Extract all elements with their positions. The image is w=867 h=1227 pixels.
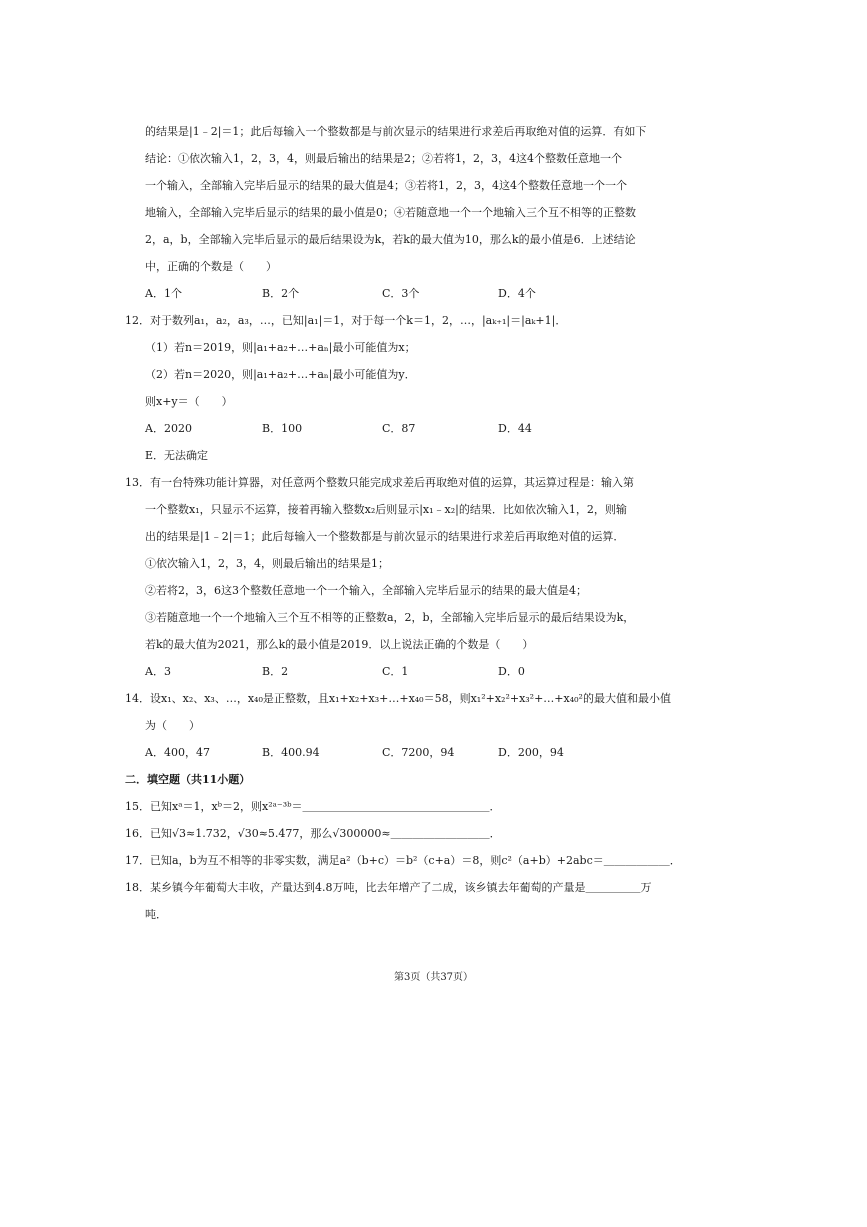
- q13-option-a: A．3: [145, 665, 171, 678]
- q12-ask: 则x+y＝（ ）: [145, 395, 233, 408]
- q13-option-c: C．1: [382, 665, 409, 678]
- q13-statement-1: ①依次输入1，2，3，4，则最后输出的结果是1；: [145, 557, 389, 570]
- q13-option-d: D．0: [498, 665, 525, 678]
- q12-part-2: （2）若n＝2020，则|a₁+a₂+…+aₙ|最小可能值为y．: [145, 368, 416, 381]
- q14-option-c: C．7200，94: [382, 746, 455, 759]
- q11-option-c: C．3个: [382, 287, 420, 300]
- q13-line-3: 出的结果是|1﹣2|＝1；此后每输入一个整数都是与前次显示的结果进行求差后再取绝对值的运算．: [145, 530, 625, 543]
- q11-line-2: 结论：①依次输入1，2，3，4，则最后输出的结果是2；②若将1，2，3，4这4个整数任意地一个: [145, 152, 622, 165]
- q11-option-b: B．2个: [262, 287, 300, 300]
- q12-option-c: C．87: [382, 422, 416, 435]
- q11-line-5: 2，a，b，全部输入完毕后显示的最后结果设为k，若k的最大值为10，那么k的最小值是6．上述结论: [145, 233, 636, 246]
- q14-stem: 14．设x₁、x₂、x₃、…，x₄₀是正整数，且x₁+x₂+x₃+…+x₄₀＝58，则x₁²+x₂²+x₃²+…+x₄₀²的最大值和最小值: [125, 692, 671, 705]
- q13-option-b: B．2: [262, 665, 289, 678]
- section-title: 二．填空题（共11小题）: [125, 773, 251, 786]
- q13-statement-3-cont: 若k的最大值为2021，那么k的最小值是2019．以上说法正确的个数是（ ）: [145, 638, 534, 651]
- q12-part-1: （1）若n＝2019，则|a₁+a₂+…+aₙ|最小可能值为x；: [145, 341, 416, 354]
- q11-option-a: A．1个: [145, 287, 182, 300]
- q15: 15．已知xᵃ＝1，xᵇ＝2，则x²ᵃ⁻³ᵇ＝＿＿＿＿＿＿＿＿＿＿＿＿＿＿＿＿＿．: [125, 800, 501, 813]
- page-footer: 第3页（共37页）: [393, 972, 474, 983]
- q14-option-b: B．400.94: [262, 746, 320, 759]
- q13-statement-3: ③若随意地一个一个地输入三个互不相等的正整数a，2，b，全部输入完毕后显示的最后结果设为k，: [145, 611, 635, 624]
- q11-line-3: 一个输入，全部输入完毕后显示的结果的最大值是4；③若将1，2，3，4这4个整数任意地一个一个: [145, 179, 627, 192]
- q13-line-2: 一个整数x₁，只显示不运算，接着再输入整数x₂后则显示|x₁﹣x₂|的结果．比如依次输入1，2，则输: [145, 503, 627, 516]
- q12-option-d: D．44: [498, 422, 532, 435]
- q12-option-a: A．2020: [145, 422, 192, 435]
- q18-line-1: 18．某乡镇今年葡萄大丰收，产量达到4.8万吨，比去年增产了二成，该乡镇去年葡萄的产量是＿＿＿＿＿万: [125, 881, 652, 894]
- q11-option-d: D．4个: [498, 287, 536, 300]
- q11-line-1: 的结果是|1﹣2|＝1；此后每输入一个整数都是与前次显示的结果进行求差后再取绝对值的运算．有如下: [145, 125, 647, 138]
- q14-stem-cont: 为（ ）: [145, 719, 200, 732]
- q18-line-2: 吨．: [145, 908, 167, 921]
- q13-statement-2: ②若将2，3，6这3个整数任意地一个一个输入，全部输入完毕后显示的结果的最大值是4；: [145, 584, 587, 597]
- q12-stem: 12．对于数列a₁，a₂，a₃，…，已知|a₁|＝1，对于每一个k＝1，2，…，|aₖ₊₁|＝|aₖ+1|．: [125, 314, 567, 327]
- q12-option-b: B．100: [262, 422, 303, 435]
- q11-line-6: 中，正确的个数是（ ）: [145, 260, 277, 273]
- q12-option-e: E．无法确定: [145, 449, 209, 462]
- q16: 16．已知√3≈1.732，√30≈5.477，那么√300000≈＿＿＿＿＿＿＿＿＿．: [125, 827, 501, 840]
- q13-line-1: 13．有一台特殊功能计算器，对任意两个整数只能完成求差后再取绝对值的运算，其运算过程是：输入第: [125, 476, 634, 489]
- q17: 17．已知a，b为互不相等的非零实数，满足a²（b+c）＝b²（c+a）＝8，则c²（a+b）+2abc＝＿＿＿＿＿＿．: [125, 854, 681, 867]
- q14-option-a: A．400，47: [145, 746, 210, 759]
- q11-line-4: 地输入，全部输入完毕后显示的结果的最小值是0；④若随意地一个一个地输入三个互不相等的正整数: [145, 206, 636, 219]
- q14-option-d: D．200，94: [498, 746, 564, 759]
